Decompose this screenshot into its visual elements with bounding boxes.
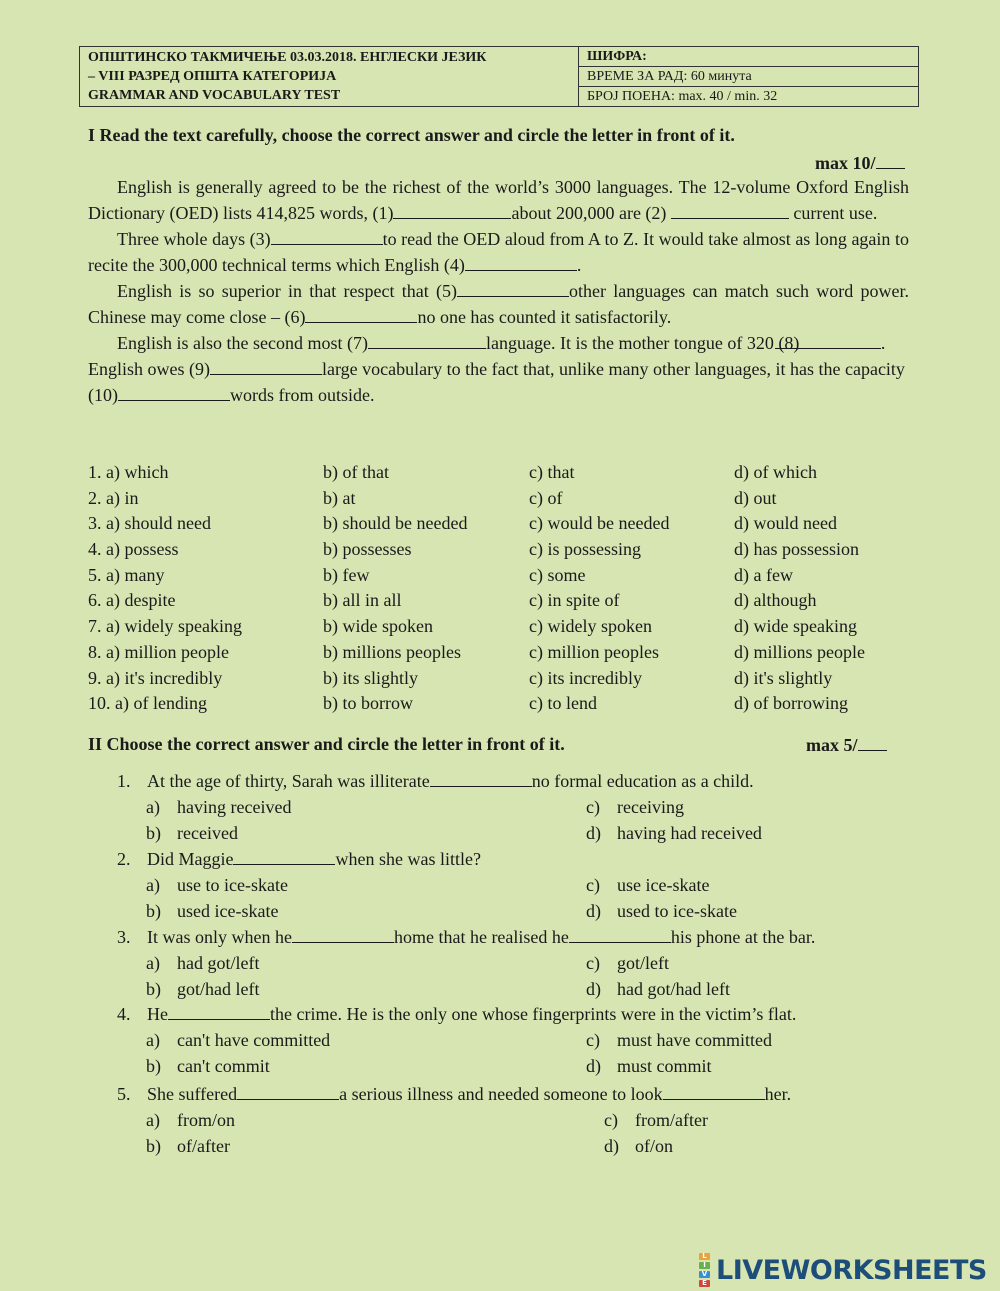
gap-8[interactable]: [775, 333, 881, 349]
option-choice[interactable]: 9. a) it's incredibly: [88, 667, 223, 688]
option-choice[interactable]: 4. a) possess: [88, 539, 179, 560]
option-choice[interactable]: 1. a) which: [88, 462, 169, 482]
option-choice[interactable]: d) it's slightly: [734, 667, 833, 688]
answer-letter: b): [146, 978, 161, 999]
option-choice[interactable]: 10. a) of lending: [88, 693, 207, 714]
gap-5[interactable]: [457, 281, 569, 297]
answer-row: [117, 951, 897, 977]
answer-letter: a): [146, 952, 160, 973]
passage-text: Three whole days (3): [117, 229, 271, 249]
question-text: At the age of thirty, Sarah was illiterate: [147, 771, 430, 791]
answer-option-a[interactable]: [146, 795, 291, 821]
logo-mark-i: I: [699, 1262, 710, 1269]
option-choice[interactable]: b) millions peoples: [323, 641, 461, 662]
passage-text: no one has counted it satisfactorily.: [417, 307, 672, 327]
answer-blank[interactable]: [292, 927, 394, 943]
question-text: no formal education as a child.: [531, 771, 754, 791]
question-number: 1.: [117, 771, 131, 791]
answer-letter: c): [604, 1109, 618, 1130]
option-choice[interactable]: 7. a) widely speaking: [88, 616, 242, 637]
question-block: [117, 925, 897, 1003]
answer-row: [117, 1108, 897, 1134]
passage-text: to read the OED aloud from A to Z. It would take almost as long again to recite the 300,000 technical terms which English (4): [88, 229, 909, 275]
answer-text: can't commit: [177, 1055, 270, 1076]
answer-text: must have committed: [617, 1029, 772, 1050]
option-choice[interactable]: b) of that: [323, 462, 389, 482]
answer-text: used to ice-skate: [617, 900, 737, 921]
answer-option-c[interactable]: [586, 795, 684, 821]
option-row: [88, 588, 908, 614]
answer-blank[interactable]: [569, 927, 671, 943]
answer-option-a[interactable]: [146, 1028, 330, 1054]
answer-letter: a): [146, 1029, 160, 1050]
option-choice[interactable]: c) to lend: [529, 693, 597, 714]
answer-letter: b): [146, 1055, 161, 1076]
answer-option-b[interactable]: [146, 1054, 270, 1080]
question-stem: [117, 1082, 897, 1108]
answer-letter: c): [586, 796, 600, 817]
answer-text: use ice-skate: [617, 874, 710, 895]
option-row: [88, 537, 908, 563]
header-line-1: ОПШТИНСКО ТАКМИЧЕЊЕ 03.03.2018. ЕНГЛЕСКИ ЈЕЗИК: [88, 50, 487, 65]
option-choice[interactable]: 5. a) many: [88, 564, 165, 585]
answer-text: had got/had left: [617, 978, 730, 999]
answer-letter: d): [586, 1055, 601, 1076]
answer-option-b[interactable]: [146, 821, 238, 847]
gap-3[interactable]: [271, 229, 383, 245]
question-text: home that he realised he: [393, 927, 569, 947]
answer-blank[interactable]: [168, 1004, 270, 1020]
option-row: [88, 691, 908, 717]
option-choice[interactable]: 3. a) should need: [88, 513, 211, 534]
answer-text: from/after: [635, 1109, 708, 1130]
passage-text: words from outside.: [230, 385, 375, 405]
answer-text: having had received: [617, 822, 762, 843]
answer-row: [117, 795, 897, 821]
section-2-title: II Choose the correct answer and circle the letter in front of it.: [88, 734, 565, 754]
option-choice[interactable]: c) its incredibly: [529, 667, 642, 688]
section-1-options: [88, 460, 908, 717]
answer-letter: a): [146, 1109, 160, 1130]
option-choice[interactable]: b) at: [323, 487, 356, 508]
answer-text: must commit: [617, 1055, 712, 1076]
passage-text: current use.: [793, 203, 878, 223]
answer-row: [117, 873, 897, 899]
answer-option-a[interactable]: [146, 951, 259, 977]
logo-mark-l: L: [699, 1253, 710, 1260]
answer-letter: d): [586, 900, 601, 921]
passage-text: about 200,000 are (2): [511, 203, 667, 223]
question-text: Did Maggie: [147, 849, 234, 869]
answer-letter: d): [604, 1135, 619, 1156]
answer-text: from/on: [177, 1109, 235, 1130]
section-1-score-blank[interactable]: [876, 152, 905, 169]
option-choice[interactable]: b) few: [323, 564, 370, 585]
passage-paragraph-3: [88, 278, 909, 330]
option-choice[interactable]: b) possesses: [323, 539, 412, 560]
question-number: 3.: [117, 927, 131, 947]
answer-option-d[interactable]: [586, 821, 762, 847]
answer-row: [117, 977, 897, 1003]
answer-blank[interactable]: [237, 1084, 339, 1100]
option-choice[interactable]: c) in spite of: [529, 590, 620, 611]
answer-option-d[interactable]: [586, 977, 730, 1003]
option-choice[interactable]: d) a few: [734, 564, 793, 585]
answer-letter: b): [146, 1135, 161, 1156]
logo-mark-e: E: [699, 1280, 710, 1287]
passage-text: other languages can match such word power. Chinese may come close – (6): [88, 281, 909, 327]
answer-text: of/after: [177, 1135, 230, 1156]
answer-option-c[interactable]: [604, 1108, 708, 1134]
question-stem: [117, 1002, 897, 1028]
answer-letter: c): [586, 874, 600, 895]
answer-option-b[interactable]: [146, 1134, 230, 1160]
question-block: [117, 1082, 897, 1160]
header-line-2: – VIII РАЗРЕД ОПШТА КАТЕГОРИЈА: [88, 69, 337, 84]
passage-paragraph-2: [88, 226, 909, 278]
passage-text: English is so superior in that respect that (5): [117, 281, 458, 301]
option-choice[interactable]: c) that: [529, 462, 575, 482]
option-choice[interactable]: d) has possession: [734, 539, 859, 560]
answer-option-d[interactable]: [586, 899, 737, 925]
option-choice[interactable]: c) widely spoken: [529, 616, 652, 637]
option-choice[interactable]: b) should be needed: [323, 513, 468, 534]
answer-text: receiving: [617, 796, 684, 817]
time-cell: ВРЕМЕ ЗА РАД: 60 минута: [579, 67, 919, 87]
option-row: [88, 614, 908, 640]
option-choice[interactable]: 8. a) million people: [88, 641, 229, 662]
question-block: [117, 1002, 897, 1080]
points-cell: БРОЈ ПОЕНА: max. 40 / min. 32: [579, 87, 919, 107]
answer-option-c[interactable]: [586, 951, 669, 977]
liveworksheets-logo: [699, 1253, 987, 1287]
option-row: [88, 666, 908, 692]
answer-option-b[interactable]: [146, 899, 278, 925]
header-table: [79, 46, 919, 107]
passage-text: .: [576, 255, 582, 275]
answer-text: can't have committed: [177, 1029, 331, 1050]
question-text: his phone at the bar.: [670, 927, 816, 947]
answer-row: [117, 1028, 897, 1054]
answer-text: use to ice-skate: [177, 874, 288, 895]
gap-4[interactable]: [465, 255, 577, 271]
answer-letter: b): [146, 900, 161, 921]
passage-text: English is also the second most (7): [117, 333, 368, 353]
question-number: 2.: [117, 849, 131, 869]
question-text: It was only when he: [147, 927, 292, 947]
question-number: 4.: [117, 1004, 131, 1024]
section-2-max: [806, 734, 887, 756]
passage-paragraph-1: [88, 174, 909, 226]
liveworksheets-mark-icon: [699, 1252, 713, 1288]
question-text: He: [147, 1004, 168, 1024]
gap-9[interactable]: [210, 359, 322, 375]
option-choice[interactable]: b) to borrow: [323, 693, 413, 714]
option-choice[interactable]: d) would need: [734, 513, 837, 534]
answer-row: [117, 821, 897, 847]
question-text: a serious illness and needed someone to look: [339, 1084, 663, 1104]
question-stem: [117, 925, 897, 951]
answer-letter: a): [146, 796, 160, 817]
passage-paragraph-4: [88, 330, 909, 408]
question-text: when she was little?: [335, 849, 481, 869]
question-text: her.: [764, 1084, 792, 1104]
question-block: [117, 847, 897, 925]
section-1-title: I Read the text carefully, choose the correct answer and circle the letter in front of it.: [88, 125, 735, 145]
option-choice[interactable]: b) wide spoken: [323, 616, 433, 637]
answer-blank[interactable]: [430, 771, 532, 787]
question-stem: [117, 769, 897, 795]
answer-letter: d): [586, 822, 601, 843]
answer-letter: c): [586, 1029, 600, 1050]
option-choice[interactable]: d) of which: [734, 462, 817, 482]
option-row: [88, 511, 908, 537]
logo-text: LIVEWORKSHEETS: [716, 1254, 987, 1286]
option-choice[interactable]: d) although: [734, 590, 817, 611]
section-2-score-blank[interactable]: [858, 734, 887, 751]
gap-6[interactable]: [305, 307, 417, 323]
answer-text: having received: [177, 796, 292, 817]
option-choice[interactable]: d) wide speaking: [734, 616, 857, 637]
question-stem: [117, 847, 897, 873]
gap-10[interactable]: [118, 385, 230, 401]
option-row: [88, 563, 908, 589]
answer-option-a[interactable]: [146, 873, 288, 899]
option-choice[interactable]: 6. a) despite: [88, 590, 176, 611]
option-choice[interactable]: c) of: [529, 487, 563, 508]
option-row: [88, 460, 908, 486]
option-choice[interactable]: c) is possessing: [529, 539, 641, 560]
passage-text: language. It is the mother tongue of 320 (8): [485, 333, 800, 353]
section-1-max: [815, 152, 905, 174]
passage-text: . English owes (9): [88, 333, 886, 379]
answer-blank[interactable]: [663, 1084, 765, 1100]
option-row: [88, 486, 908, 512]
answer-row: [117, 1054, 897, 1080]
answer-letter: b): [146, 822, 161, 843]
answer-option-c[interactable]: [586, 1028, 772, 1054]
answer-option-d[interactable]: [604, 1134, 673, 1160]
answer-text: got/had left: [177, 978, 260, 999]
option-choice[interactable]: b) all in all: [323, 590, 402, 611]
option-choice[interactable]: b) its slightly: [323, 667, 419, 688]
gap-1[interactable]: [393, 203, 511, 219]
answer-text: received: [177, 822, 238, 843]
option-choice[interactable]: d) of borrowing: [734, 693, 848, 714]
answer-text: of/on: [635, 1135, 673, 1156]
question-block: [117, 769, 897, 847]
question-number: 5.: [117, 1084, 131, 1104]
answer-letter: d): [586, 978, 601, 999]
header-title-cell: [80, 47, 579, 107]
option-choice[interactable]: c) some: [529, 564, 586, 585]
question-text: the crime. He is the only one whose fingerprints were in the victim’s flat.: [270, 1004, 797, 1024]
answer-letter: a): [146, 874, 160, 895]
option-choice[interactable]: d) millions people: [734, 641, 865, 662]
answer-text: had got/left: [177, 952, 260, 973]
gap-2[interactable]: [671, 203, 789, 219]
answer-option-c[interactable]: [586, 873, 709, 899]
answer-text: used ice-skate: [177, 900, 279, 921]
answer-option-d[interactable]: [586, 1054, 712, 1080]
header-line-3: GRAMMAR AND VOCABULARY TEST: [88, 88, 341, 103]
section-2-max-label: max 5/: [806, 735, 858, 755]
passage-text: large vocabulary to the fact that, unlike many other languages, it has the capacity (10): [88, 359, 905, 405]
option-choice[interactable]: c) million peoples: [529, 641, 659, 662]
option-row: [88, 640, 908, 666]
option-choice[interactable]: 2. a) in: [88, 487, 139, 508]
answer-text: got/left: [617, 952, 669, 973]
answer-row: [117, 1134, 897, 1160]
option-choice[interactable]: d) out: [734, 487, 777, 508]
answer-letter: c): [586, 952, 600, 973]
answer-row: [117, 899, 897, 925]
logo-mark-v: V: [699, 1271, 710, 1278]
section-1-max-label: max 10/: [815, 153, 876, 173]
option-choice[interactable]: c) would be needed: [529, 513, 670, 534]
passage: [88, 174, 909, 408]
answer-blank[interactable]: [233, 849, 335, 865]
gap-7[interactable]: [368, 333, 486, 349]
answer-option-b[interactable]: [146, 977, 259, 1003]
answer-option-a[interactable]: [146, 1108, 235, 1134]
question-text: She suffered: [147, 1084, 238, 1104]
passage-text: English is generally agreed to be the richest of the world’s 3000 languages. The 12-volume Oxford English Dictionary (OED) lists 414,825 words, (1): [88, 177, 909, 223]
code-cell: ШИФРА:: [579, 47, 919, 67]
